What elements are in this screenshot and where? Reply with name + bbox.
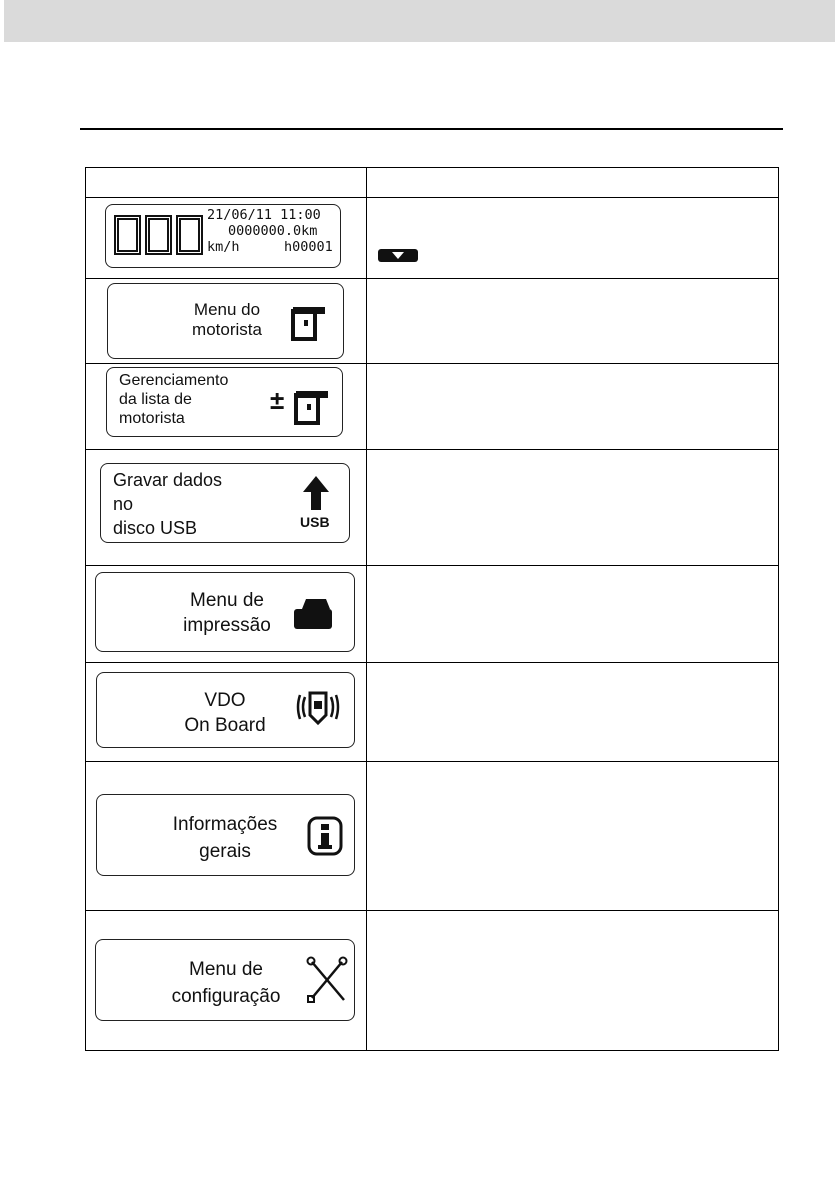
menu-line: impressão — [183, 615, 271, 636]
menu-line: Menu de — [189, 959, 263, 980]
menu-vdo-display — [96, 672, 355, 748]
row-divider — [86, 662, 778, 663]
odometer: 0000000.0km — [228, 223, 318, 239]
plus-minus-icon: ± — [270, 385, 285, 415]
menu-line: Informações — [172, 814, 278, 835]
date-time: 21/06/11 11:00 — [207, 207, 321, 223]
operating-hours: h00001 — [284, 239, 333, 255]
menu-line: motorista — [192, 320, 262, 340]
speed-digit — [114, 215, 141, 255]
section-rule — [80, 128, 783, 130]
menu-line: motorista — [119, 410, 185, 428]
menu-line: Menu de — [190, 590, 264, 611]
menu-info-display — [96, 794, 355, 876]
header-row-divider — [86, 197, 778, 198]
standard-display — [105, 204, 341, 268]
menu-line: Gerenciamento — [119, 372, 229, 389]
menu-usb-display — [100, 463, 350, 543]
menu-line: Menu do — [193, 300, 261, 319]
row-divider — [86, 910, 778, 911]
menu-line: Gravar dados — [113, 470, 223, 490]
row-divider — [86, 761, 778, 762]
usb-label: USB — [300, 514, 330, 530]
menu-line: disco USB — [113, 518, 198, 538]
column-divider — [366, 168, 367, 1050]
page-header-band — [4, 0, 835, 42]
speed-digit — [176, 215, 203, 255]
vdo-onboard-icon — [295, 687, 341, 731]
menu-config-display — [95, 939, 355, 1021]
row-divider — [86, 565, 778, 566]
row-divider — [86, 278, 778, 279]
speed-digit — [145, 215, 172, 255]
speed-digits — [114, 215, 203, 255]
printer-icon — [292, 597, 334, 631]
menu-line: da lista de — [119, 391, 192, 409]
menu-line: VDO — [204, 690, 246, 711]
menu-print-display — [95, 572, 355, 652]
menu-line: gerais — [199, 841, 251, 862]
row-divider — [86, 363, 778, 364]
menu-driver-list-display — [106, 367, 343, 437]
row-divider — [86, 449, 778, 450]
speed-value — [0, 0, 1, 1]
menu-line: On Board — [184, 715, 266, 736]
menu-line: no — [113, 494, 134, 514]
wrench-cross-icon — [304, 954, 350, 1006]
info-icon — [306, 815, 344, 857]
usb-upload-icon — [299, 474, 333, 510]
driver-list-icon — [293, 388, 333, 426]
menu-line: configuração — [171, 986, 281, 1007]
down-key-icon — [378, 249, 418, 262]
menu-driver-display — [107, 283, 344, 359]
speed-unit: km/h — [207, 239, 240, 255]
driver-card-icon — [290, 304, 330, 342]
